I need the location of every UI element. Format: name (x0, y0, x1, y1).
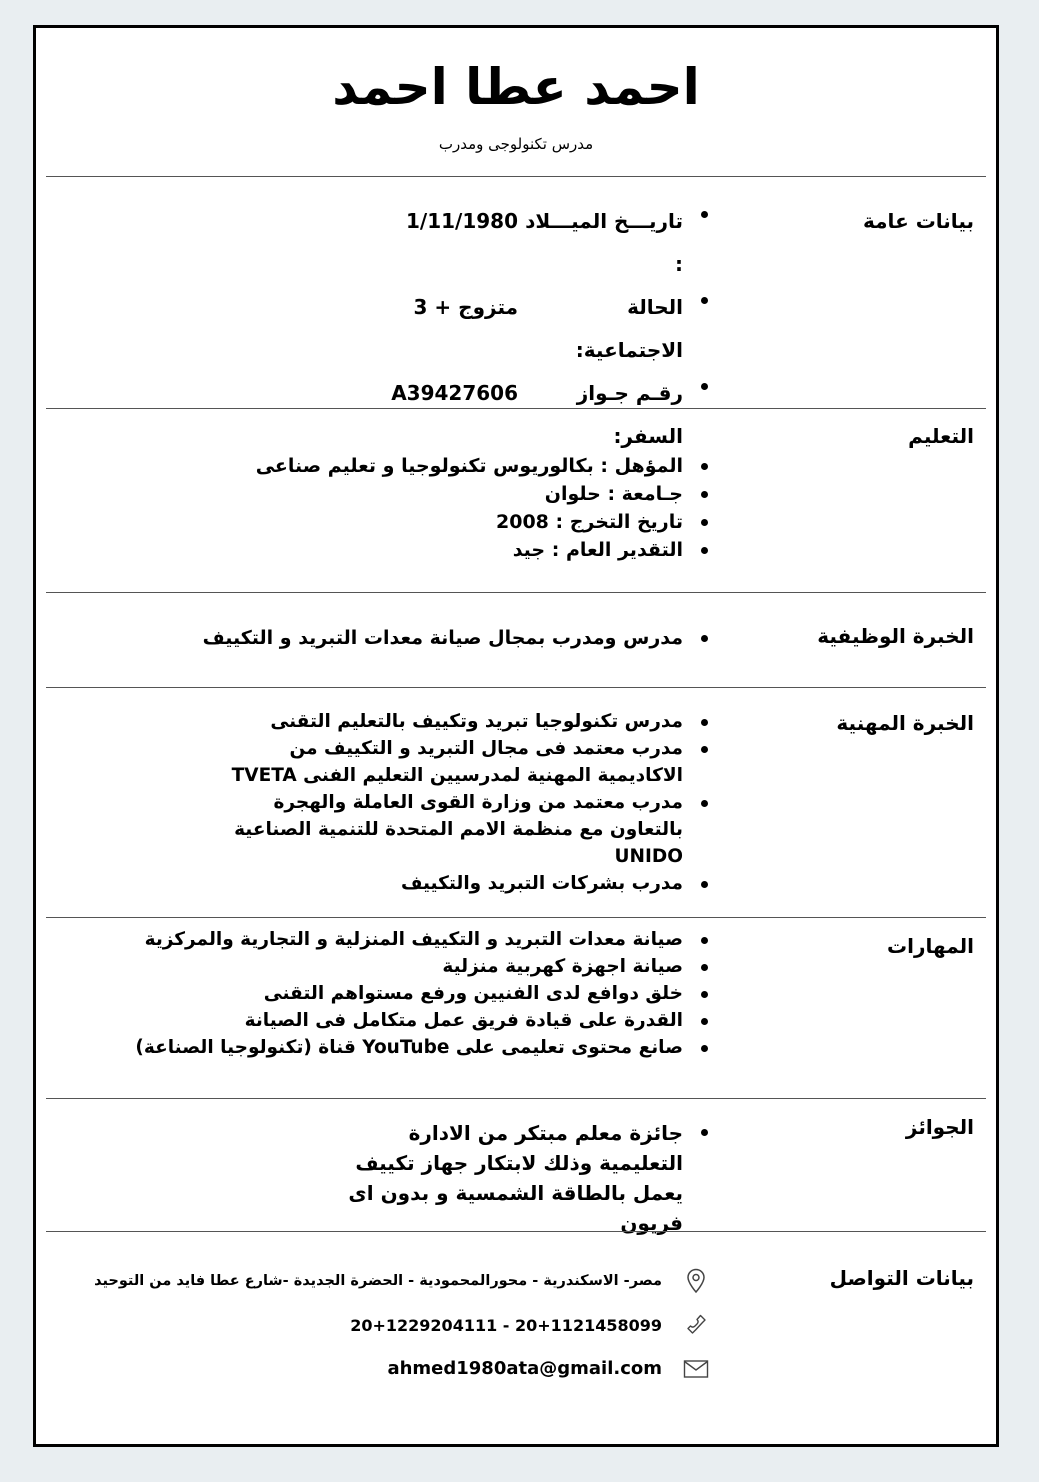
passport-label: رقـم جـواز السفر: (576, 381, 683, 448)
list-item (391, 286, 708, 372)
divider (46, 176, 986, 177)
contact-address-row (94, 1268, 718, 1294)
list-item (391, 372, 708, 458)
list-item: القدرة على قيادة فريق عمل متكامل فى الصيانة (135, 1007, 708, 1034)
contact-address: مصر- الاسكندرية - محورالمحمودية - الحضرة الجديدة -شارع عطا فايد من التوحيد (94, 1273, 662, 1289)
list-item: مدرب بشركات التبريد والتكييف (203, 870, 708, 897)
list-item (391, 200, 708, 286)
birthdate-label: تاريـــخ الميـــلاد : (525, 209, 683, 276)
contact-phones: 20+1121458099 - 20+1229204111 (350, 1315, 662, 1335)
job-experience-list (203, 624, 708, 652)
marital-status-label: الحالة الاجتماعية: (575, 295, 683, 362)
divider (46, 687, 986, 688)
section-title-professional: الخبرة المهنية (836, 711, 974, 735)
contact-email-row (387, 1358, 718, 1379)
awards-list (343, 1118, 708, 1238)
list-item: خلق دوافع لدى الفنيين ورفع مستواهم التقنى (135, 980, 708, 1007)
divider (46, 408, 986, 409)
general-info-list (391, 200, 708, 458)
mail-icon (674, 1359, 718, 1379)
resume-page (33, 25, 999, 1447)
list-item: المؤهل : بكالوريوس تكنولوجيا و تعليم صناعى (256, 452, 708, 480)
contact-phone-row (350, 1313, 718, 1337)
list-item: مدرب معتمد من وزارة القوى العاملة والهجرة بالتعاون مع منظمة الامم المتحدة للتنمية الصناعية UNIDO (203, 789, 708, 870)
passport-value: A39427606 (391, 381, 518, 405)
divider (46, 1098, 986, 1099)
birthdate-value: 1/11/1980 (405, 209, 518, 233)
list-item: جـامعة : حلوان (256, 480, 708, 508)
section-title-contact: بيانات التواصل (829, 1266, 974, 1290)
divider (46, 592, 986, 593)
skills-list (135, 926, 708, 1061)
divider (46, 1231, 986, 1232)
list-item: التقدير العام : جيد (256, 536, 708, 564)
professional-experience-list (203, 708, 708, 897)
location-pin-icon (674, 1268, 718, 1294)
list-item: صانع محتوى تعليمى على YouTube قناة (تكنولوجيا الصناعة) (135, 1034, 708, 1061)
divider (46, 917, 986, 918)
list-item: مدرس تكنولوجيا تبريد وتكييف بالتعليم التقنى (203, 708, 708, 735)
list-item: جائزة معلم مبتكر من الادارة التعليمية وذلك لابتكار جهاز تكييف يعمل بالطاقة الشمسية و بدون اى فريون (343, 1118, 708, 1238)
list-item: مدرس ومدرب بمجال صيانة معدات التبريد و التكييف (203, 624, 708, 652)
section-title-awards: الجوائز (905, 1115, 974, 1139)
section-title-general: بيانات عامة (863, 209, 974, 233)
list-item: صيانة اجهزة كهربية منزلية (135, 953, 708, 980)
phone-icon (674, 1313, 718, 1337)
list-item: مدرب معتمد فى مجال التبريد و التكييف من الاكاديمية المهنية لمدرسيين التعليم الفنى TVETA (203, 735, 708, 789)
education-list (256, 452, 708, 564)
person-name: احمد عطا احمد (332, 58, 700, 116)
section-title-job: الخبرة الوظيفية (817, 624, 974, 648)
section-title-education: التعليم (908, 424, 974, 448)
marital-status-value: متزوج + 3 (413, 295, 518, 319)
list-item: تاريخ التخرج : 2008 (256, 508, 708, 536)
job-subtitle: مدرس تكنولوجى ومدرب (438, 135, 594, 153)
contact-email[interactable]: ahmed1980ata@gmail.com (387, 1358, 662, 1379)
list-item: صيانة معدات التبريد و التكييف المنزلية و التجارية والمركزية (135, 926, 708, 953)
section-title-skills: المهارات (887, 934, 974, 958)
